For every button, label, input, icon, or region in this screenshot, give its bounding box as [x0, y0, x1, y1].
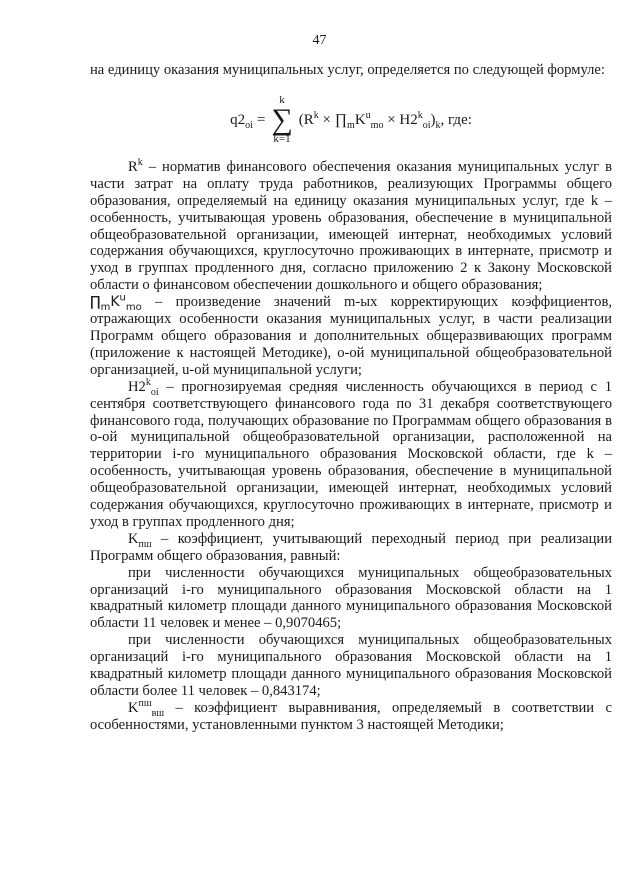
formula-lhs: $q2_{oi}$: [230, 111, 253, 131]
rk-paragraph: $R^k$ – норматив финансового обеспечения оказания муниципальных услуг в части затрат на оплату труда работников, реализующих Программы общего образования, определяемый на единицу оказания муниципальных услуг, где k – особенность, учитывающая уровень образования, обеспечение в муниципальной общеобразовательной организации, имеющей интернат, необходимых условий содержания обучающихся, круглосуточно проживающих в интернате, присмотр и уход в группах продленного дня, согласно приложению 2 к Закону Московской области о финансовом обеспечении дошкольного и общего образования;: [90, 157, 612, 294]
symbol-kvsh: $K^{пш}_{вш}$: [128, 698, 165, 719]
prod-paragraph: $\prod_mK^u_{mo}$ – произведение значений m-ых корректирующих коэффициентов, отражающих особенности оказания муниципальных услуг, в части реализации Программ общего образования и дополнительных общеразвивающих программ (приложение к настоящей Методике), о-ой муниципальной общеобразовательной организацией, u-ой муниципальной услуги;: [90, 292, 612, 378]
case2-paragraph: при численности обучающихся муниципальных общеобразовательных организаций i-го муниципального образования Московской области на 1 квадратный километр площади данного муниципального образования Московской области более 11 человек – 0,843174;: [90, 632, 612, 699]
formula-equals: =: [256, 111, 266, 128]
formula-body: ($R^k$ × $\prod_mK^u_{mo} \times H2^k_{oi})_k$, где:: [298, 109, 472, 131]
case1-paragraph: при численности обучающихся муниципальных общеобразовательных организаций i-го муниципального образования Московской области на 1 квадратный километр площади данного муниципального образования Московской области 11 человек и менее – 0,9070465;: [90, 564, 612, 632]
symbol-kpsh: $K_{пш}$: [128, 530, 152, 550]
page-number: 47: [312, 33, 327, 48]
symbol-h2: $H2^k_{oi}$: [128, 376, 159, 398]
symbol-prod: $\prod_mK^u_{mo}$: [90, 292, 142, 313]
symbol-rk: $R^k$: [128, 157, 143, 175]
kpsh-paragraph: $K_{пш}$ – коэффициент, учитывающий переходный период при реализации Программ общего образования, равный:: [90, 530, 612, 564]
formula: [90, 95, 612, 145]
summation-symbol: k ∑ k=1: [271, 93, 293, 145]
h2-paragraph: $H2^k_{oi}$ – прогнозируемая средняя численность обучающихся в период с 1 сентября соответствующего финансового года по 31 декабря соответствующего финансового года, получающих образование по Программам общего образования в о-ой муниципальной общеобразовательной организации, расположенной на территории i-го муниципального образования Московской области, где k – особенность, учитывающая уровень образования, обеспечение в муниципальной общеобразовательной организации, имеющей интернат, необходимых условий содержания обучающихся, круглосуточно проживающих в интернате, присмотр и уход в группах продленного дня;: [90, 376, 612, 530]
document-body: [90, 62, 612, 734]
kvsh-paragraph: $K^{пш}_{вш}$ – коэффициент выравнивания, определяемый в соответствии с особенностями, установленными пунктом 3 настоящей Методики;: [90, 698, 612, 733]
intro-paragraph: на единицу оказания муниципальных услуг, определяется по следующей формуле:: [90, 62, 605, 78]
